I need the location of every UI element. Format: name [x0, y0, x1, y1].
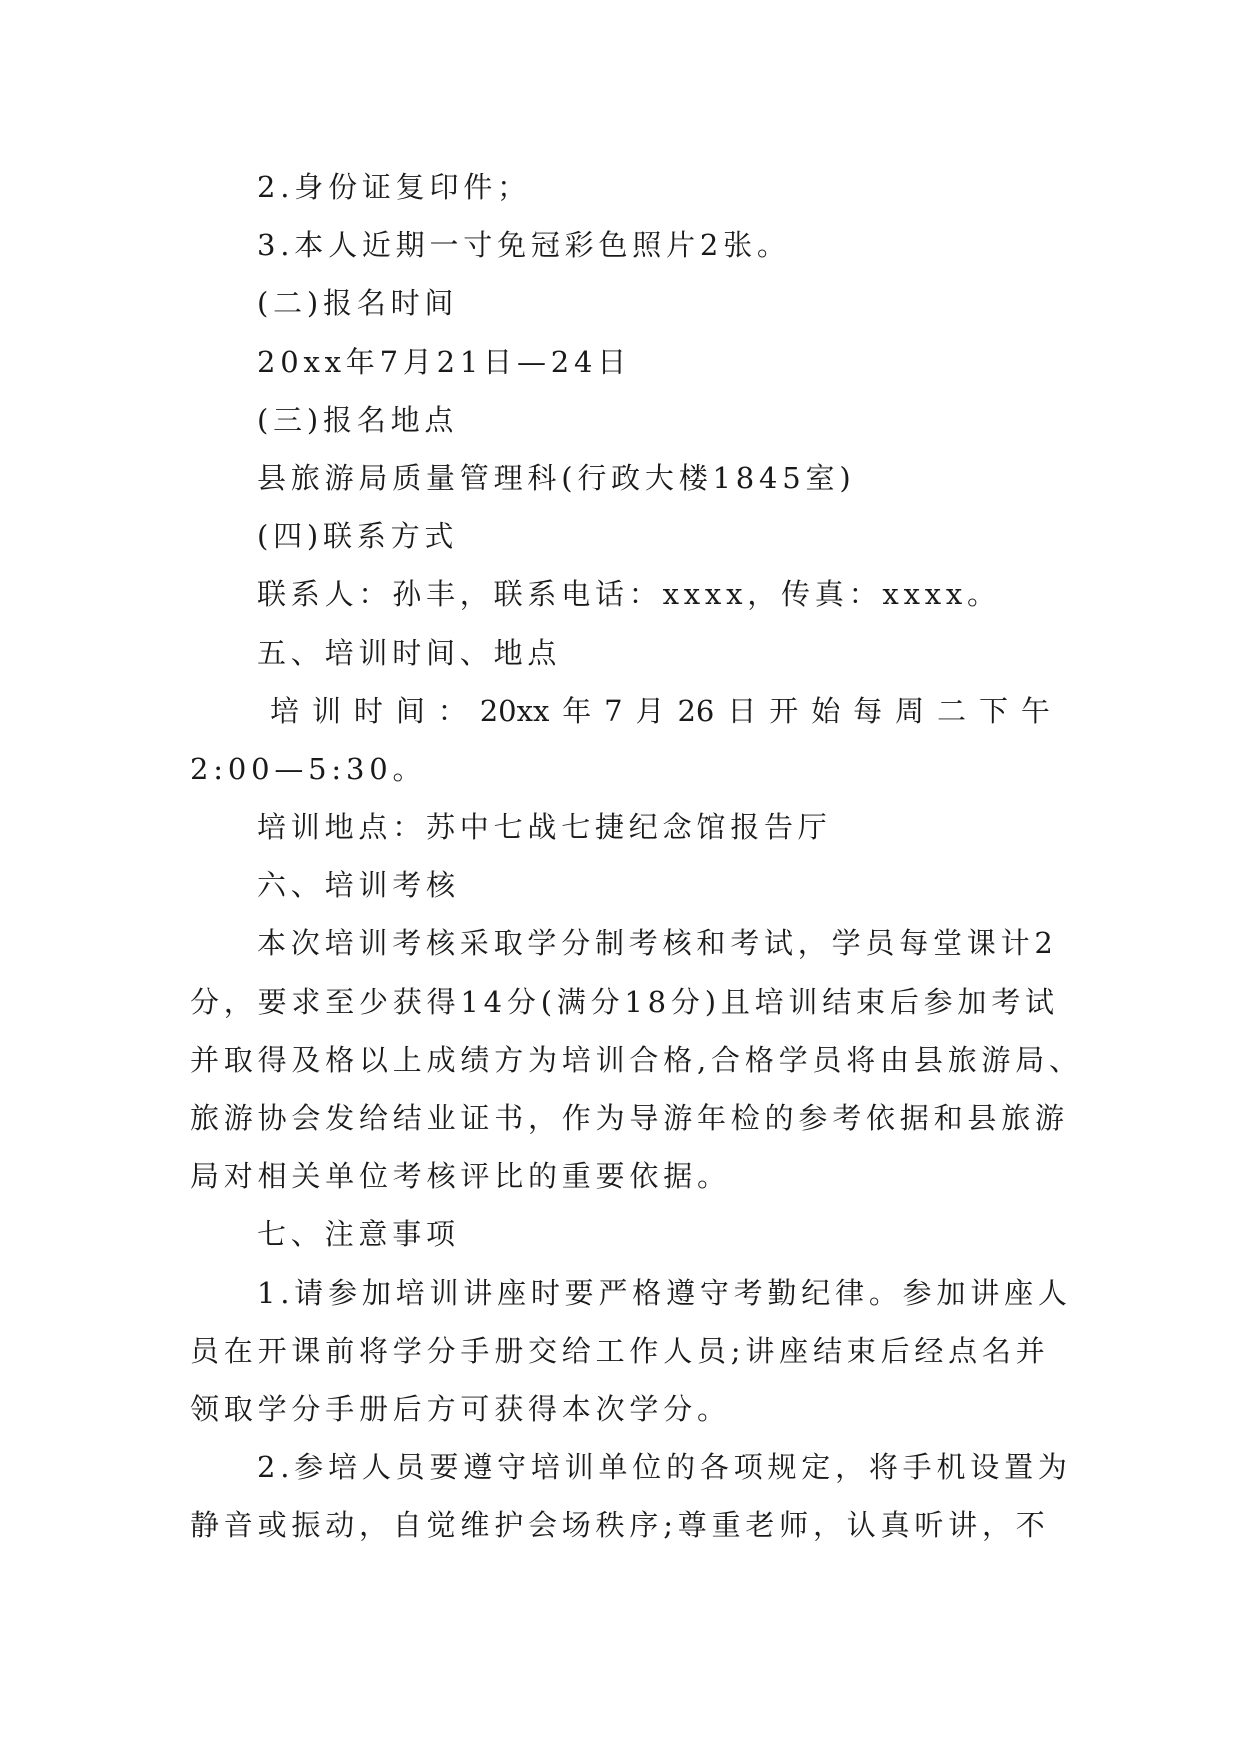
text-line-training-hours: 2:00—5:30。	[190, 751, 427, 786]
text-line-notes-2: 员在开课前将学分手册交给工作人员;讲座结束后经点名并	[190, 1333, 1050, 1368]
section-heading-registration-time: (二)报名时间	[257, 286, 459, 321]
justified-part: 7	[604, 693, 623, 728]
justified-part: 周	[895, 693, 925, 728]
text-line-1: 2.身份证复印件；	[257, 170, 531, 204]
justified-part: 26	[677, 693, 715, 728]
text-line-2: 3.本人近期一寸免冠彩色照片2张。	[257, 228, 791, 263]
section-heading-training-time-place: 五、培训时间、地点	[257, 635, 562, 670]
justified-part: 二	[937, 693, 967, 728]
justified-part: 午	[1020, 693, 1050, 728]
text-line-notes-1: 1.请参加培训讲座时要严格遵守考勤纪律。参加讲座人	[257, 1275, 1072, 1310]
justified-part: 培	[270, 693, 300, 728]
section-heading-registration-place: (三)报名地点	[257, 402, 459, 437]
text-line-assessment-1: 本次培训考核采取学分制考核和考试，学员每堂课计2	[257, 926, 1058, 961]
justified-part: 间	[395, 693, 425, 728]
text-line-training-time	[190, 682, 1050, 740]
text-line-notes-4: 2.参培人员要遵守培训单位的各项规定，将手机设置为	[257, 1450, 1072, 1485]
justified-part: 开	[769, 693, 799, 728]
justified-part: 时	[353, 693, 383, 728]
justified-part: ：	[437, 693, 467, 728]
document-body	[190, 158, 1083, 1555]
text-line-notes-5: 静音或振动，自觉维护会场秩序;尊重老师，认真听讲，不	[190, 1508, 1050, 1543]
justified-part: 日	[727, 693, 757, 728]
text-line-registration-dates: 20xx年7月21日—24日	[257, 344, 632, 379]
text-line-contact-info: 联系人：孙丰，联系电话：xxxx，传真：xxxx。	[257, 577, 1001, 612]
text-line-assessment-2: 分，要求至少获得14分(满分18分)且培训结束后参加考试	[190, 984, 1059, 1019]
text-line-training-place: 培训地点：苏中七战七捷纪念馆报告厅	[257, 810, 832, 845]
section-heading-assessment: 六、培训考核	[257, 868, 460, 903]
justified-part: 20xx	[479, 693, 550, 728]
section-heading-notes: 七、注意事项	[257, 1217, 460, 1252]
text-line-assessment-5: 局对相关单位考核评比的重要依据。	[190, 1159, 731, 1194]
justified-part: 年	[562, 693, 592, 728]
text-line-registration-office: 县旅游局质量管理科(行政大楼1845室)	[257, 460, 856, 495]
justified-part: 每	[853, 693, 883, 728]
justified-part: 始	[811, 693, 841, 728]
justified-part: 训	[311, 693, 341, 728]
text-line-assessment-3: 并取得及格以上成绩方为培训合格,合格学员将由县旅游局、	[190, 1042, 1083, 1077]
justified-part: 下	[978, 693, 1008, 728]
section-heading-contact: (四)联系方式	[257, 519, 459, 554]
text-line-assessment-4: 旅游协会发给结业证书，作为导游年检的参考依据和县旅游	[190, 1101, 1069, 1135]
text-line-notes-3: 领取学分手册后方可获得本次学分。	[190, 1391, 731, 1426]
justified-part: 月	[635, 693, 665, 728]
